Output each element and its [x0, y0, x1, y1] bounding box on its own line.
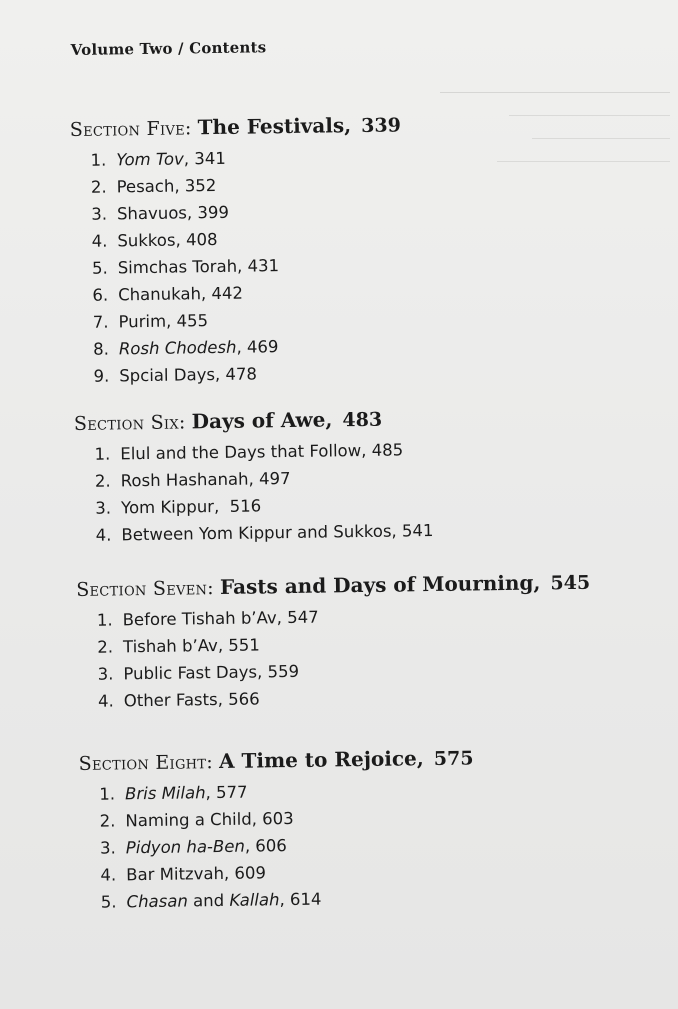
entry-text: Kallah [229, 890, 280, 910]
entry-number: 9. [93, 366, 110, 386]
entry-number: 3. [91, 204, 108, 224]
section-title: A Time to Rejoice, [218, 746, 424, 774]
entry-text: Pidyon ha-Ben [125, 836, 246, 858]
entry-text: Yom Kippur, 516 [120, 496, 262, 518]
entry-text: and [187, 890, 230, 911]
entry-text: Bar Mitzvah, 609 [126, 863, 267, 885]
entry-text: , 577 [205, 782, 248, 803]
entry-text: Shavuos, 399 [116, 202, 230, 224]
entry-text: Spcial Days, 478 [119, 364, 258, 386]
section-seven [76, 569, 678, 715]
entry-text: Sukkos, 408 [117, 229, 218, 251]
entry-text: Tishah b’Av, 551 [122, 635, 260, 657]
entry-text: Chanukah, 442 [117, 283, 244, 305]
entry-text: Yom Tov [116, 149, 184, 170]
entry-text: Naming a Child, 603 [125, 808, 294, 831]
entry-text: Purim, 455 [118, 311, 209, 332]
entry-number: 1. [99, 784, 116, 804]
section-label: Section Seven: [76, 577, 215, 601]
entry-number: 2. [90, 177, 107, 197]
section-title: Fasts and Days of Mourning, [219, 570, 541, 599]
section-page-number: 575 [433, 747, 474, 771]
entry-text: Rosh Hashanah, 497 [120, 468, 291, 491]
entry-number: 8. [93, 339, 110, 359]
entry-number: 3. [95, 498, 112, 518]
entry-text: Bris Milah [124, 783, 206, 804]
entry-text: , 341 [183, 148, 226, 169]
entry-text: Public Fast Days, 559 [123, 661, 300, 684]
section-heading [76, 569, 676, 601]
section-title: Days of Awe, [191, 407, 333, 434]
section-page-number: 545 [550, 571, 591, 595]
section-heading [78, 743, 678, 775]
entry-number: 7. [92, 312, 109, 332]
entry-number: 3. [97, 664, 114, 684]
section-label: Section Six: [73, 411, 186, 436]
entry-number: 4. [95, 525, 112, 545]
section-label: Section Five: [69, 117, 192, 142]
entry-number: 5. [100, 892, 117, 912]
entry-number: 4. [100, 865, 117, 885]
entry-number: 6. [92, 285, 109, 305]
entry-text: Simchas Torah, 431 [117, 256, 280, 278]
entry-number: 4. [91, 231, 108, 251]
entry-number: 1. [94, 444, 111, 464]
entry-list [74, 433, 675, 549]
entry-text: , 614 [279, 889, 322, 910]
section-page-number: 339 [361, 114, 401, 137]
entry-text: , 469 [236, 337, 279, 357]
section-heading [74, 403, 674, 435]
section-six [74, 403, 676, 549]
entry-number: 4. [97, 691, 114, 711]
entry-text: Chasan [126, 891, 188, 912]
entry-number: 1. [96, 610, 113, 630]
section-eight [78, 743, 678, 916]
section-page-number: 483 [342, 408, 383, 432]
entry-number: 1. [90, 150, 107, 170]
entry-number: 5. [91, 258, 108, 278]
entry-text: Pesach, 352 [116, 175, 217, 197]
entry-text: Elul and the Days that Follow, 485 [120, 440, 404, 464]
section-heading [70, 109, 670, 141]
entry-list [76, 599, 677, 715]
entry-list [70, 139, 673, 390]
entry-number: 3. [99, 838, 116, 858]
entry-list [79, 773, 678, 916]
entry-text: Rosh Chodesh [118, 337, 237, 359]
entry-text: Other Fasts, 566 [123, 689, 260, 711]
section-title: The Festivals, [197, 113, 352, 140]
section-label: Section Eight: [78, 751, 214, 775]
running-head: Volume Two / Contents [70, 38, 267, 60]
entry-text: , 606 [244, 836, 287, 856]
entry-text: Before Tishah b’Av, 547 [122, 607, 319, 630]
entry-number: 2. [94, 471, 111, 491]
section-five [70, 109, 674, 390]
entry-number: 2. [97, 637, 114, 657]
entry-text: Between Yom Kippur and Sukkos, 541 [121, 521, 434, 545]
entry-number: 2. [99, 811, 116, 831]
